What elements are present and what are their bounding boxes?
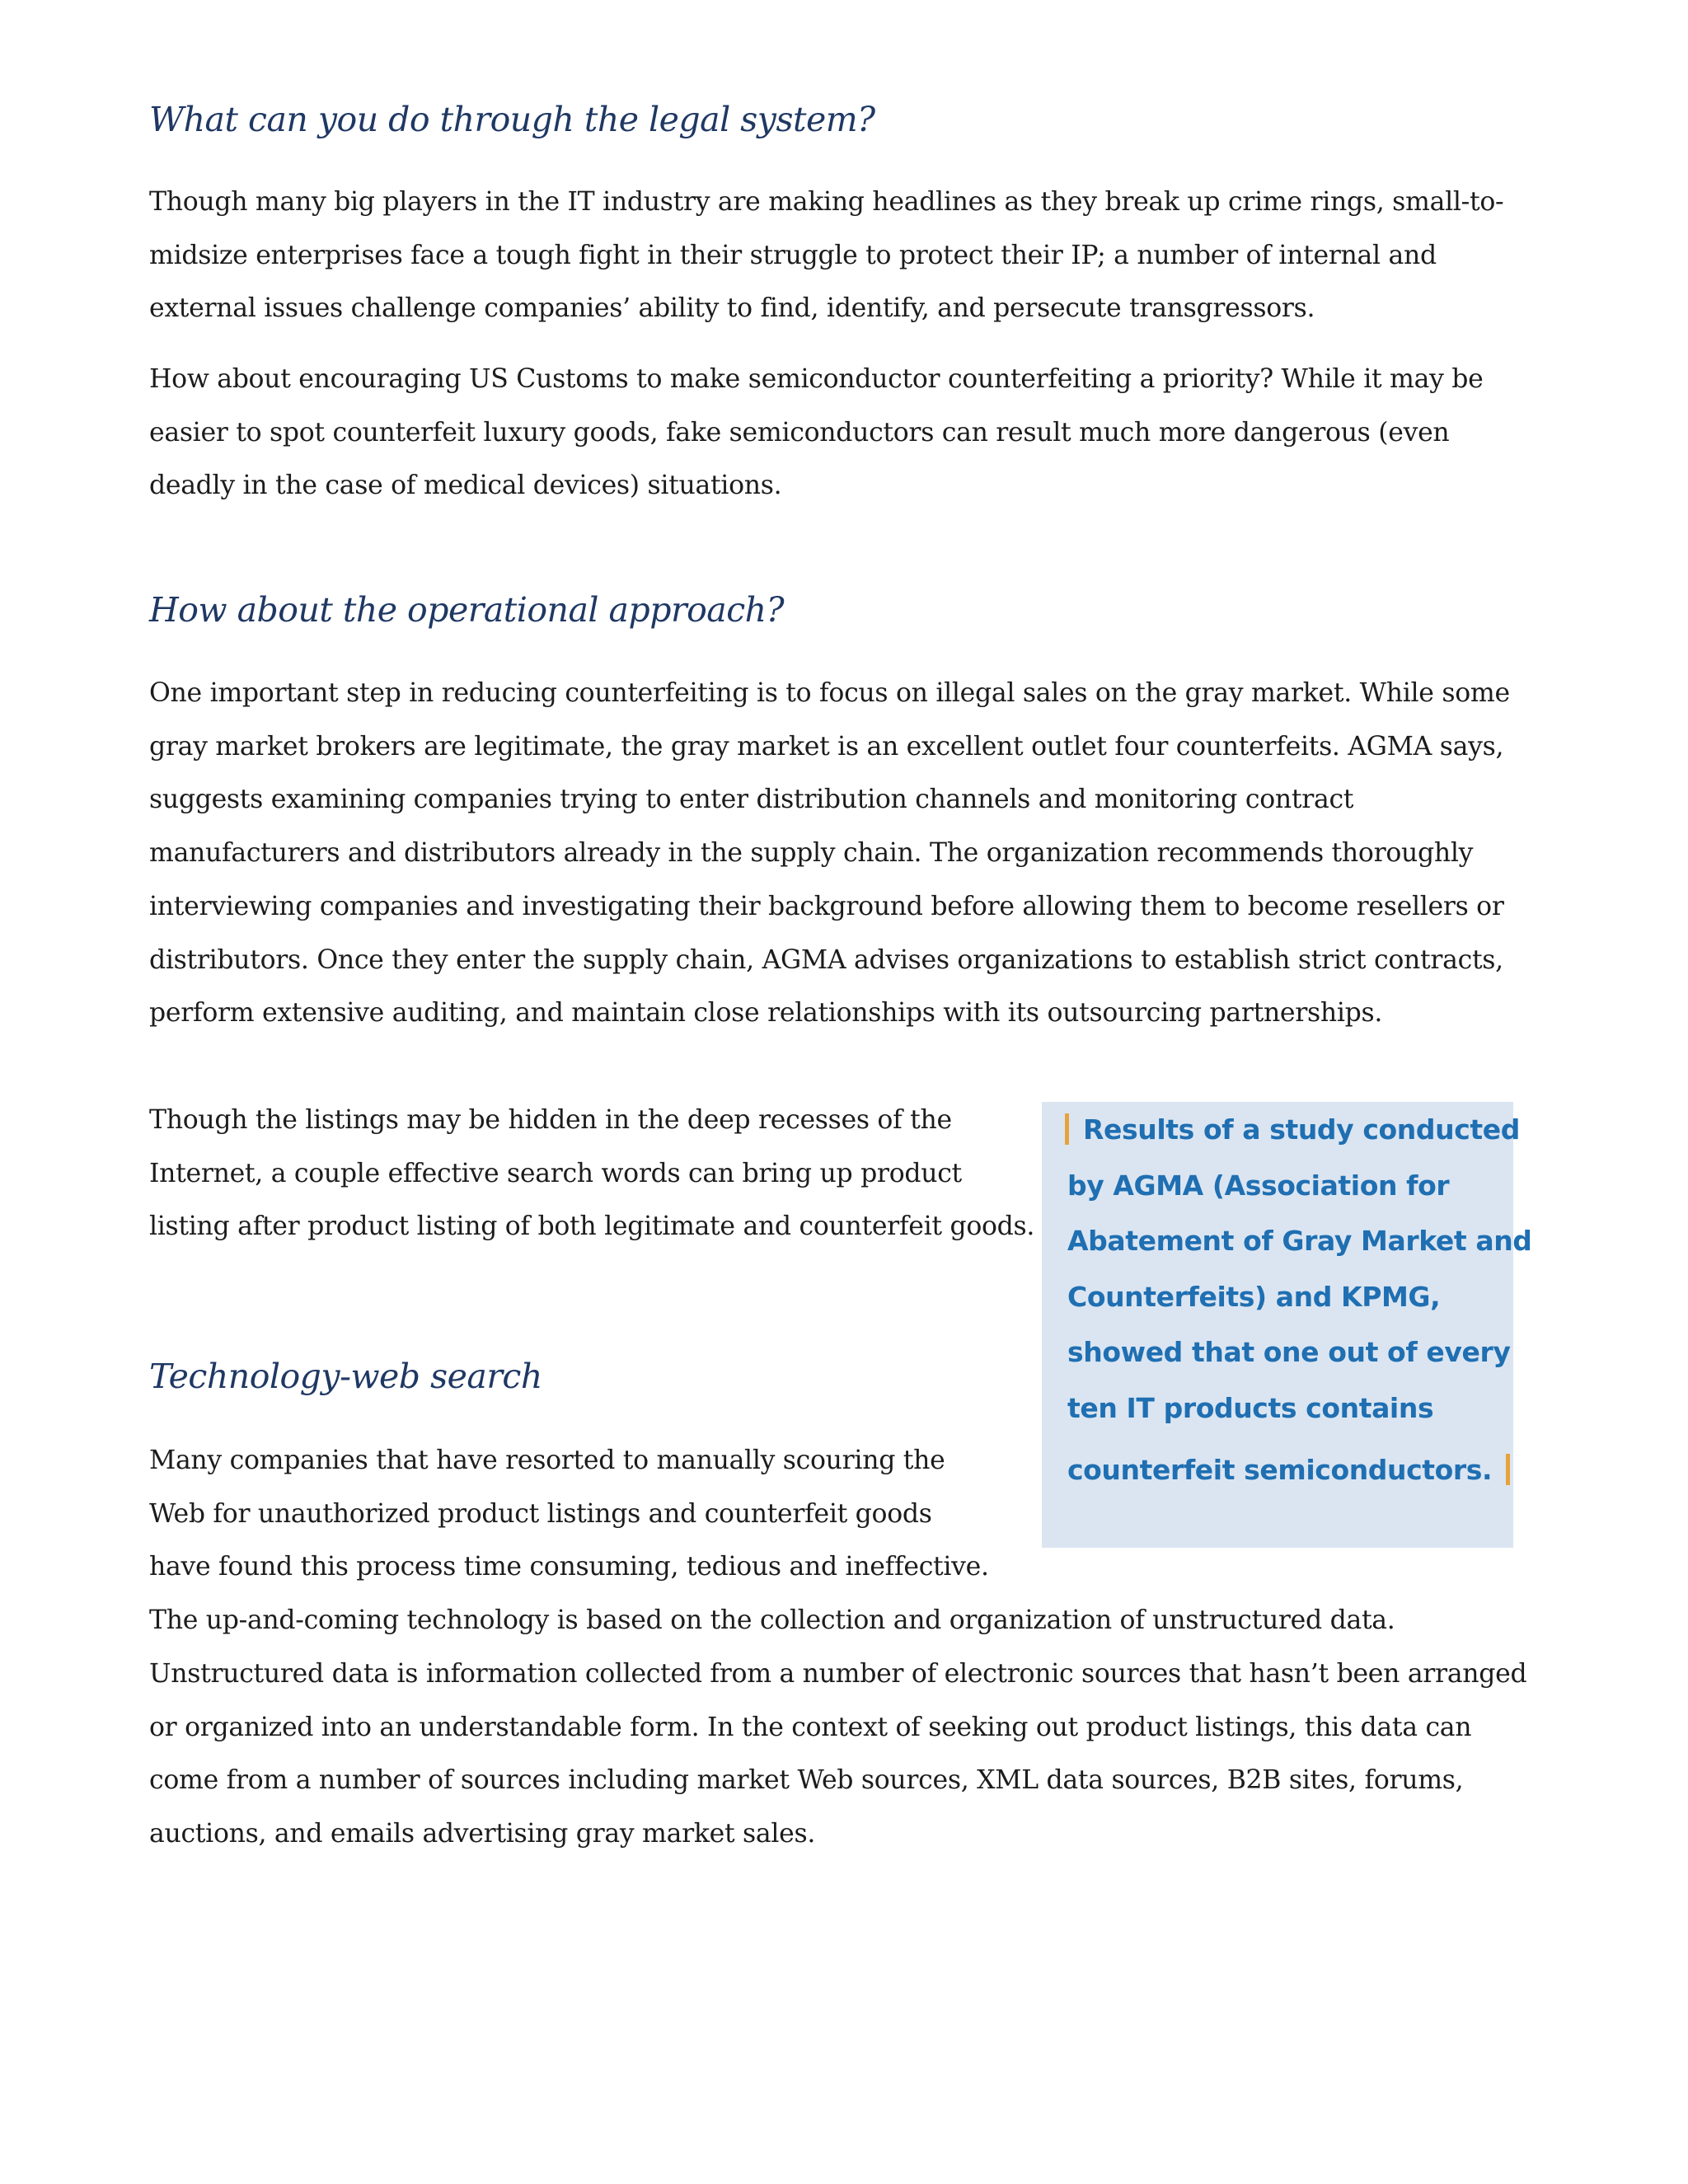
text-line: Many companies that have resorted to manually scouring the: [149, 1446, 945, 1475]
text-line: auctions, and emails advertising gray market sales.: [149, 1818, 816, 1849]
text-line: have found this process time consuming, tedious and ineffective.: [149, 1552, 989, 1582]
text-line: midsize enterprises face a tough fight in their struggle to protect their IP; a number of internal and: [149, 240, 1437, 270]
pull-quote-line: ten IT products contains: [1067, 1391, 1434, 1424]
pull-quote-line: [1067, 1102, 1532, 1158]
text-line: interviewing companies and investigating their background before allowing them to become resellers or: [149, 891, 1504, 921]
text-line: Internet, a couple effective search words can bring up product: [149, 1158, 962, 1188]
pull-quote-line: Abatement of Gray Market and: [1067, 1225, 1532, 1257]
paragraph-us-customs: [149, 353, 1484, 513]
text-line: Though the listings may be hidden in the deep recesses of the: [149, 1105, 952, 1135]
text-line: How about encouraging US Customs to make semiconductor counterfeiting a priority? While it may be: [149, 364, 1484, 394]
pull-quote-line: [1067, 1442, 1532, 1498]
pull-quote-line-text: Results of a study conducted: [1083, 1113, 1520, 1146]
paragraph-listings-hidden: [149, 1094, 1034, 1254]
text-line: Web for unauthorized product listings and counterfeit goods: [149, 1498, 932, 1529]
pull-quote-line: showed that one out of every: [1067, 1336, 1511, 1368]
text-line: easier to spot counterfeit luxury goods, fake semiconductors can result much more dangerous (even: [149, 417, 1450, 448]
section-heading-legal-system: What can you do through the legal system?: [149, 100, 875, 139]
text-line: Unstructured data is information collected from a number of electronic sources that hasn’t been arranged: [149, 1658, 1527, 1689]
pull-quote-line: by AGMA (Association for: [1067, 1169, 1450, 1202]
text-line: Though many big players in the IT industry are making headlines as they break up crime rings, small-to-: [149, 187, 1504, 217]
quote-close-mark-icon: [1506, 1454, 1510, 1485]
section-heading-technology-web-search: Technology-web search: [149, 1357, 542, 1396]
section-heading-operational-approach: How about the operational approach?: [149, 590, 785, 630]
text-line: listing after product listing of both legitimate and counterfeit goods.: [149, 1212, 1035, 1242]
pull-quote-box: [1042, 1102, 1532, 1548]
quote-open-mark-icon: [1065, 1113, 1069, 1145]
pull-quote-line-text: counterfeit semiconductors.: [1067, 1454, 1493, 1486]
text-line: distributors. Once they enter the supply chain, AGMA advises organizations to establish strict contracts,: [149, 944, 1503, 975]
text-line: deadly in the case of medical devices) situations.: [149, 471, 782, 501]
pull-quote-text: [1067, 1102, 1532, 1498]
text-line: or organized into an understandable form. In the context of seeking out product listings, this data can: [149, 1712, 1472, 1742]
text-line: The up-and-coming technology is based on the collection and organization of unstructured data.: [149, 1605, 1395, 1636]
text-line: perform extensive auditing, and maintain close relationships with its outsourcing partnerships.: [149, 998, 1383, 1029]
paragraph-legal-intro: [149, 176, 1503, 335]
text-line: external issues challenge companies’ ability to find, identify, and persecute transgressors.: [149, 293, 1315, 324]
pull-quote-line: Counterfeits) and KPMG,: [1067, 1280, 1441, 1313]
text-line: suggests examining companies trying to enter distribution channels and monitoring contract: [149, 785, 1354, 815]
text-line: come from a number of sources including market Web sources, XML data sources, B2B sites, forums,: [149, 1765, 1464, 1796]
paragraph-gray-market: [149, 667, 1510, 1040]
text-line: gray market brokers are legitimate, the gray market is an excellent outlet four counterfeits. AGMA says,: [149, 731, 1504, 762]
text-line: manufacturers and distributors already in the supply chain. The organization recommends thoroughly: [149, 838, 1474, 869]
text-line: One important step in reducing counterfeiting is to focus on illegal sales on the gray market. While some: [149, 678, 1510, 708]
